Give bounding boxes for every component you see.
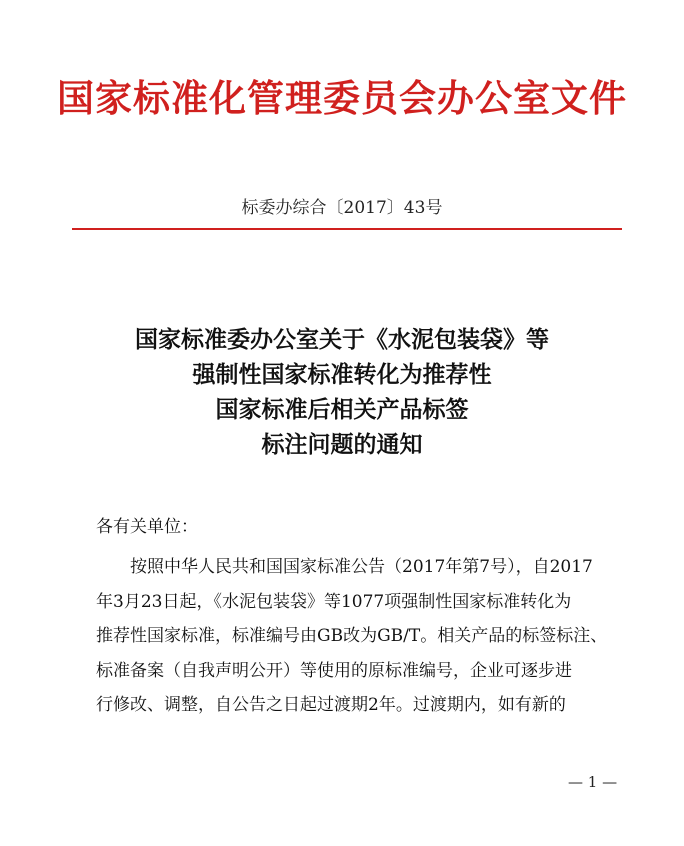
title-line: 国家标准后相关产品标签 — [215, 396, 469, 423]
red-divider-line — [72, 228, 622, 230]
title-line: 标注问题的通知 — [261, 431, 423, 458]
body-line: 标准备案（自我声明公开）等使用的原标准编号，企业可逐步进 — [96, 660, 572, 681]
body-line: 年3月23日起，《水泥包装袋》等1077项强制性国家标准转化为 — [96, 591, 572, 612]
body-line: 行修改、调整，自公告之日起过渡期2年。过渡期内，如有新的 — [96, 695, 566, 715]
document-number: 标委办综合〔2017〕43号 — [241, 198, 443, 218]
page-number: — 1 — — [568, 773, 618, 791]
notice-title — [0, 322, 684, 462]
document-header-title: 国家标准化管理委员会办公室文件 — [57, 76, 627, 120]
body-line: 推荐性国家标准，标准编号由GB改为GB/T。相关产品的标签标注、 — [96, 626, 608, 646]
salutation: 各有关单位： — [96, 517, 198, 537]
body-line: 按照中华人民共和国国家标准公告（2017年第7号），自2017 — [130, 557, 593, 577]
title-line: 强制性国家标准转化为推荐性 — [192, 361, 492, 388]
body-text — [96, 550, 628, 723]
title-line: 国家标准委办公室关于《水泥包装袋》等 — [135, 326, 549, 353]
